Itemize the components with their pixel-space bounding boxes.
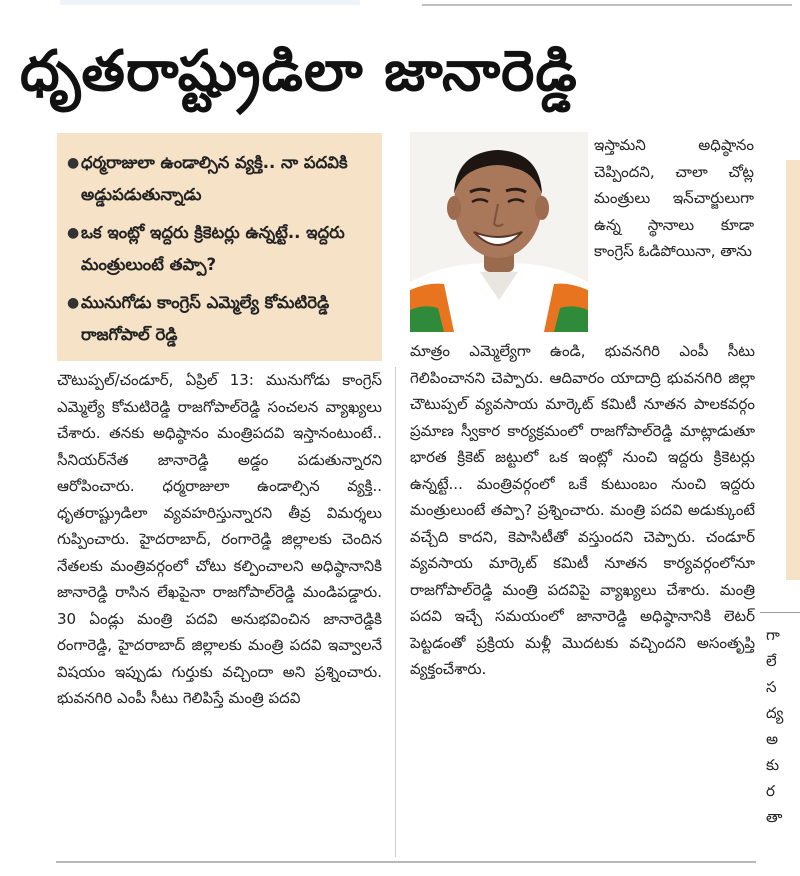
highlight-item: [67, 147, 370, 211]
bullet-icon: ●: [67, 155, 80, 171]
adjacent-text-fragment: ద్య: [766, 704, 784, 722]
highlight-text: ధర్మరాజులా ఉండాల్సిన వ్యక్తి.. నా పదవికి అడ్డుపడుతున్నాడు: [81, 153, 348, 204]
highlight-text: ఒక ఇంట్లో ఇద్దరు క్రికెటర్లు ఉన్నట్టే.. ఇద్దరు మంత్రులుంటే తప్పా?: [81, 223, 345, 274]
column-divider: [395, 367, 396, 857]
article-column-2-top: ఇస్తామని అధిష్ఠానం చెప్పిందని, చాలా చోట్ల మంత్రులు ఇన్‌చార్జులుగా ఉన్న స్థానాలు కూడా కాంగ్రెస్ ఓడిపోయినా, తాను: [594, 136, 754, 260]
adjacent-text-fragment: తా: [766, 808, 783, 826]
adjacent-text-fragment: స: [766, 678, 777, 696]
article-column-2-bottom: మాత్రం ఎమ్మెల్యేగా ఉండి, భువనగిరి ఎంపీ సీటు గెలిపించానని చెప్పారు. ఆదివారం యాదాద్రి భువనగిరి జిల్లా చౌటుప్పల్ వ్యవసాయ మార్కెట్ కమిటీ నూతన పాలకవర్గం ప్రమాణ స్వీకార కార్యక్రమంలో రాజగోపాల్‌రెడ్డి మాట్లాడుతూ భారత క్రికెట్ జట్టులో ఒక ఇంట్లో నుంచి ఇద్దరు క్రికెటర్లు ఉన్నట్టే... మంత్రివర్గంలో ఒకే కుటుంబం నుంచి ఇద్దరు మంత్రులుంటే తప్పా? ప్రశ్నించారు. మంత్రి పదవి అడుక్కుంటే వచ్చేది కాదని, కెపాసిటీతో వస్తుందని చెప్పారు. చండూర్ వ్యవసాయ మార్కెట్ కమిటీ నూతన కార్యవర్గంలోనూ రాజగోపాల్‌రెడ్డి మంత్రి పదవిపై వ్యాఖ్యలు చేశారు. మంత్రి పదవి ఇచ్చే సమయంలో జానారెడ్డి అధిష్ఠానానికి లెటర్ పెట్టడంతో ప్రక్రియ మళ్లీ మొదటకు వచ్చిందని అసంతృప్తి వ్యక్తంచేశారు.: [410, 342, 755, 678]
headline: ధృతరాష్ట్రుడిలా జానారెడ్డి: [20, 39, 578, 104]
bullet-icon: ●: [67, 225, 80, 241]
bullet-icon: ●: [67, 295, 80, 311]
highlight-item: [67, 217, 370, 281]
adjacent-text-fragment: అ: [766, 730, 779, 748]
article-column-1: చౌటుప్పల్/చండూర్, ఏప్రిల్ 13: మునుగోడు కాంగ్రెస్ ఎమ్మెల్యే కోమటిరెడ్డి రాజగోపాల్‌రెడ్డి సంచలన వ్యాఖ్యలు చేశారు. తనకు అధిష్ఠానం మంత్రిపదవి ఇస్తానంటుంటే.. సీనియర్‌నేత జానారెడ్డి అడ్డం పడుతున్నారని ఆరోపించారు. ధర్మరాజులా ఉండాల్సిన వ్యక్తి.. ధృతరాష్ట్రుడిలా వ్యవహరిస్తున్నారని తీవ్ర విమర్శలు గుప్పించారు. హైదరాబాద్, రంగారెడ్డి జిల్లాలకు చెందిన నేతలకు మంత్రివర్గంలో చోటు కల్పించాలని అధిష్ఠానానికి జానారెడ్డి రాసిన లేఖపైనా రాజగోపాల్‌రెడ్డి మండిపడ్డారు. 30 ఏండ్లు మంత్రి పదవి అనుభవించిన జానారెడ్డికి రంగారెడ్డి, హైదరాబాద్ జిల్లాలకు మంత్రి పదవి ఇవ్వాలనే విషయం ఇప్పుడు గుర్తుకు వచ్చిందా అని ప్రశ్నించారు. భువనగిరి ఎంపీ సీటు గెలిపిస్తే మంత్రి పదవి: [57, 371, 382, 707]
bottom-rule: [56, 861, 756, 863]
top-rule: [422, 4, 792, 6]
highlight-item: [67, 287, 370, 351]
politician-photo: [410, 132, 588, 332]
highlights-box: [57, 133, 382, 361]
adjacent-article-band: [786, 160, 800, 580]
adjacent-text-fragment: గా: [766, 626, 780, 644]
adjacent-text-fragment: లే: [766, 652, 777, 670]
adjacent-text-fragment: ర: [766, 782, 775, 800]
highlight-text: మునుగోడు కాంగ్రెస్ ఎమ్మెల్యే కోమటిరెడ్డి రాజగోపాల్ రెడ్డి: [81, 293, 330, 344]
top-bar-decoration: [60, 0, 360, 5]
adjacent-text-fragment: కు: [766, 756, 780, 774]
adjacent-article-rule: [760, 612, 800, 613]
